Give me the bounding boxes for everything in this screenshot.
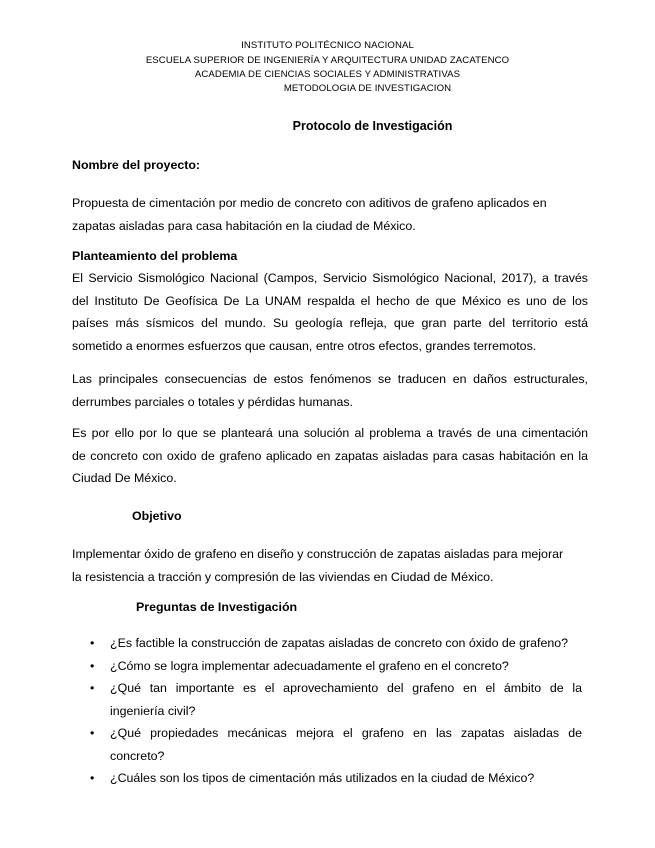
text-line: concreto? [110,748,165,763]
questions-heading: Preguntas de Investigación [136,600,298,614]
text-line: ¿Qué tan importante es el aprovechamiento del grafeno en el ámbito de la [110,681,582,695]
header-institute: INSTITUTO POLITÉCNICO NACIONAL [241,40,414,51]
text-line: ¿Qué propiedades mecánicas mejora el grafeno en las zapatas aisladas de [110,726,582,740]
text-line: Implementar óxido de grafeno en diseño y construcción de zapatas aisladas para mejorar [72,547,564,561]
list-item [90,632,582,655]
bullet-icon: • [90,658,95,673]
text-line: Ciudad De México. [72,471,177,485]
objective-heading: Objetivo [132,509,182,523]
project-name-paragraph [72,192,562,237]
header-academy: ACADEMIA DE CIENCIAS SOCIALES Y ADMINISTRATIVAS [194,69,461,80]
problem-heading: Planteamiento del problema [72,249,238,263]
list-item [90,767,582,790]
bullet-icon: • [90,681,95,695]
text-line: países más sísmicos del mundo. Su geología refleja, que gran parte del territorio está [72,316,588,330]
text-line: El Servicio Sismológico Nacional (Campos, Servicio Sismológico Nacional, 2017), a través [72,271,588,285]
project-heading: Nombre del proyecto: [72,158,201,172]
document-title: Protocolo de Investigación [292,119,453,133]
objective-paragraph [72,543,588,588]
text-line: ¿Cómo se logra implementar adecuadamente el grafeno en el concreto? [110,658,509,673]
problem-paragraph-3 [72,422,588,490]
questions-list [90,632,582,790]
bullet-icon: • [90,636,95,650]
list-item [90,677,582,722]
text-line: de concreto con oxido de grafeno aplicado en zapatas aisladas para casas habitación en la [72,448,588,463]
text-line: ¿Es factible la construcción de zapatas aisladas de concreto con óxido de grafeno? [110,636,569,650]
bullet-icon: • [90,726,95,740]
problem-paragraph-2 [72,368,588,413]
text-line: Las principales consecuencias de estos fenómenos se traducen en daños estructurales, [72,372,588,386]
text-line: Propuesta de cimentación por medio de concreto con aditivos de grafeno aplicados en [72,196,547,210]
text-line: ¿Cuáles son los tipos de cimentación más utilizados en la ciudad de México? [110,771,535,785]
list-item [90,655,582,678]
list-item [90,722,582,767]
text-line: la resistencia a tracción y compresión de las viviendas en Ciudad de México. [72,569,494,584]
text-line: zapatas aisladas para casa habitación en la ciudad de México. [72,218,416,233]
header-course: METODOLOGIA DE INVESTIGACION [283,83,452,94]
bullet-icon: • [90,771,95,785]
text-line: ingeniería civil? [110,703,196,718]
header-school: ESCUELA SUPERIOR DE INGENIERÍA Y ARQUITECTURA UNIDAD ZACATENCO [145,55,510,66]
text-line: sometido a enormes esfuerzos que causan, entre otros efectos, grandes terremotos. [72,338,537,353]
text-line: Es por ello por lo que se planteará una solución al problema a través de una cimentación [72,426,588,440]
text-line: derrumbes parciales o totales y pérdidas humanas. [72,394,354,409]
problem-paragraph-1 [72,267,588,357]
text-line: del Instituto De Geofísica De La UNAM respalda el hecho de que México es uno de los [72,293,588,308]
